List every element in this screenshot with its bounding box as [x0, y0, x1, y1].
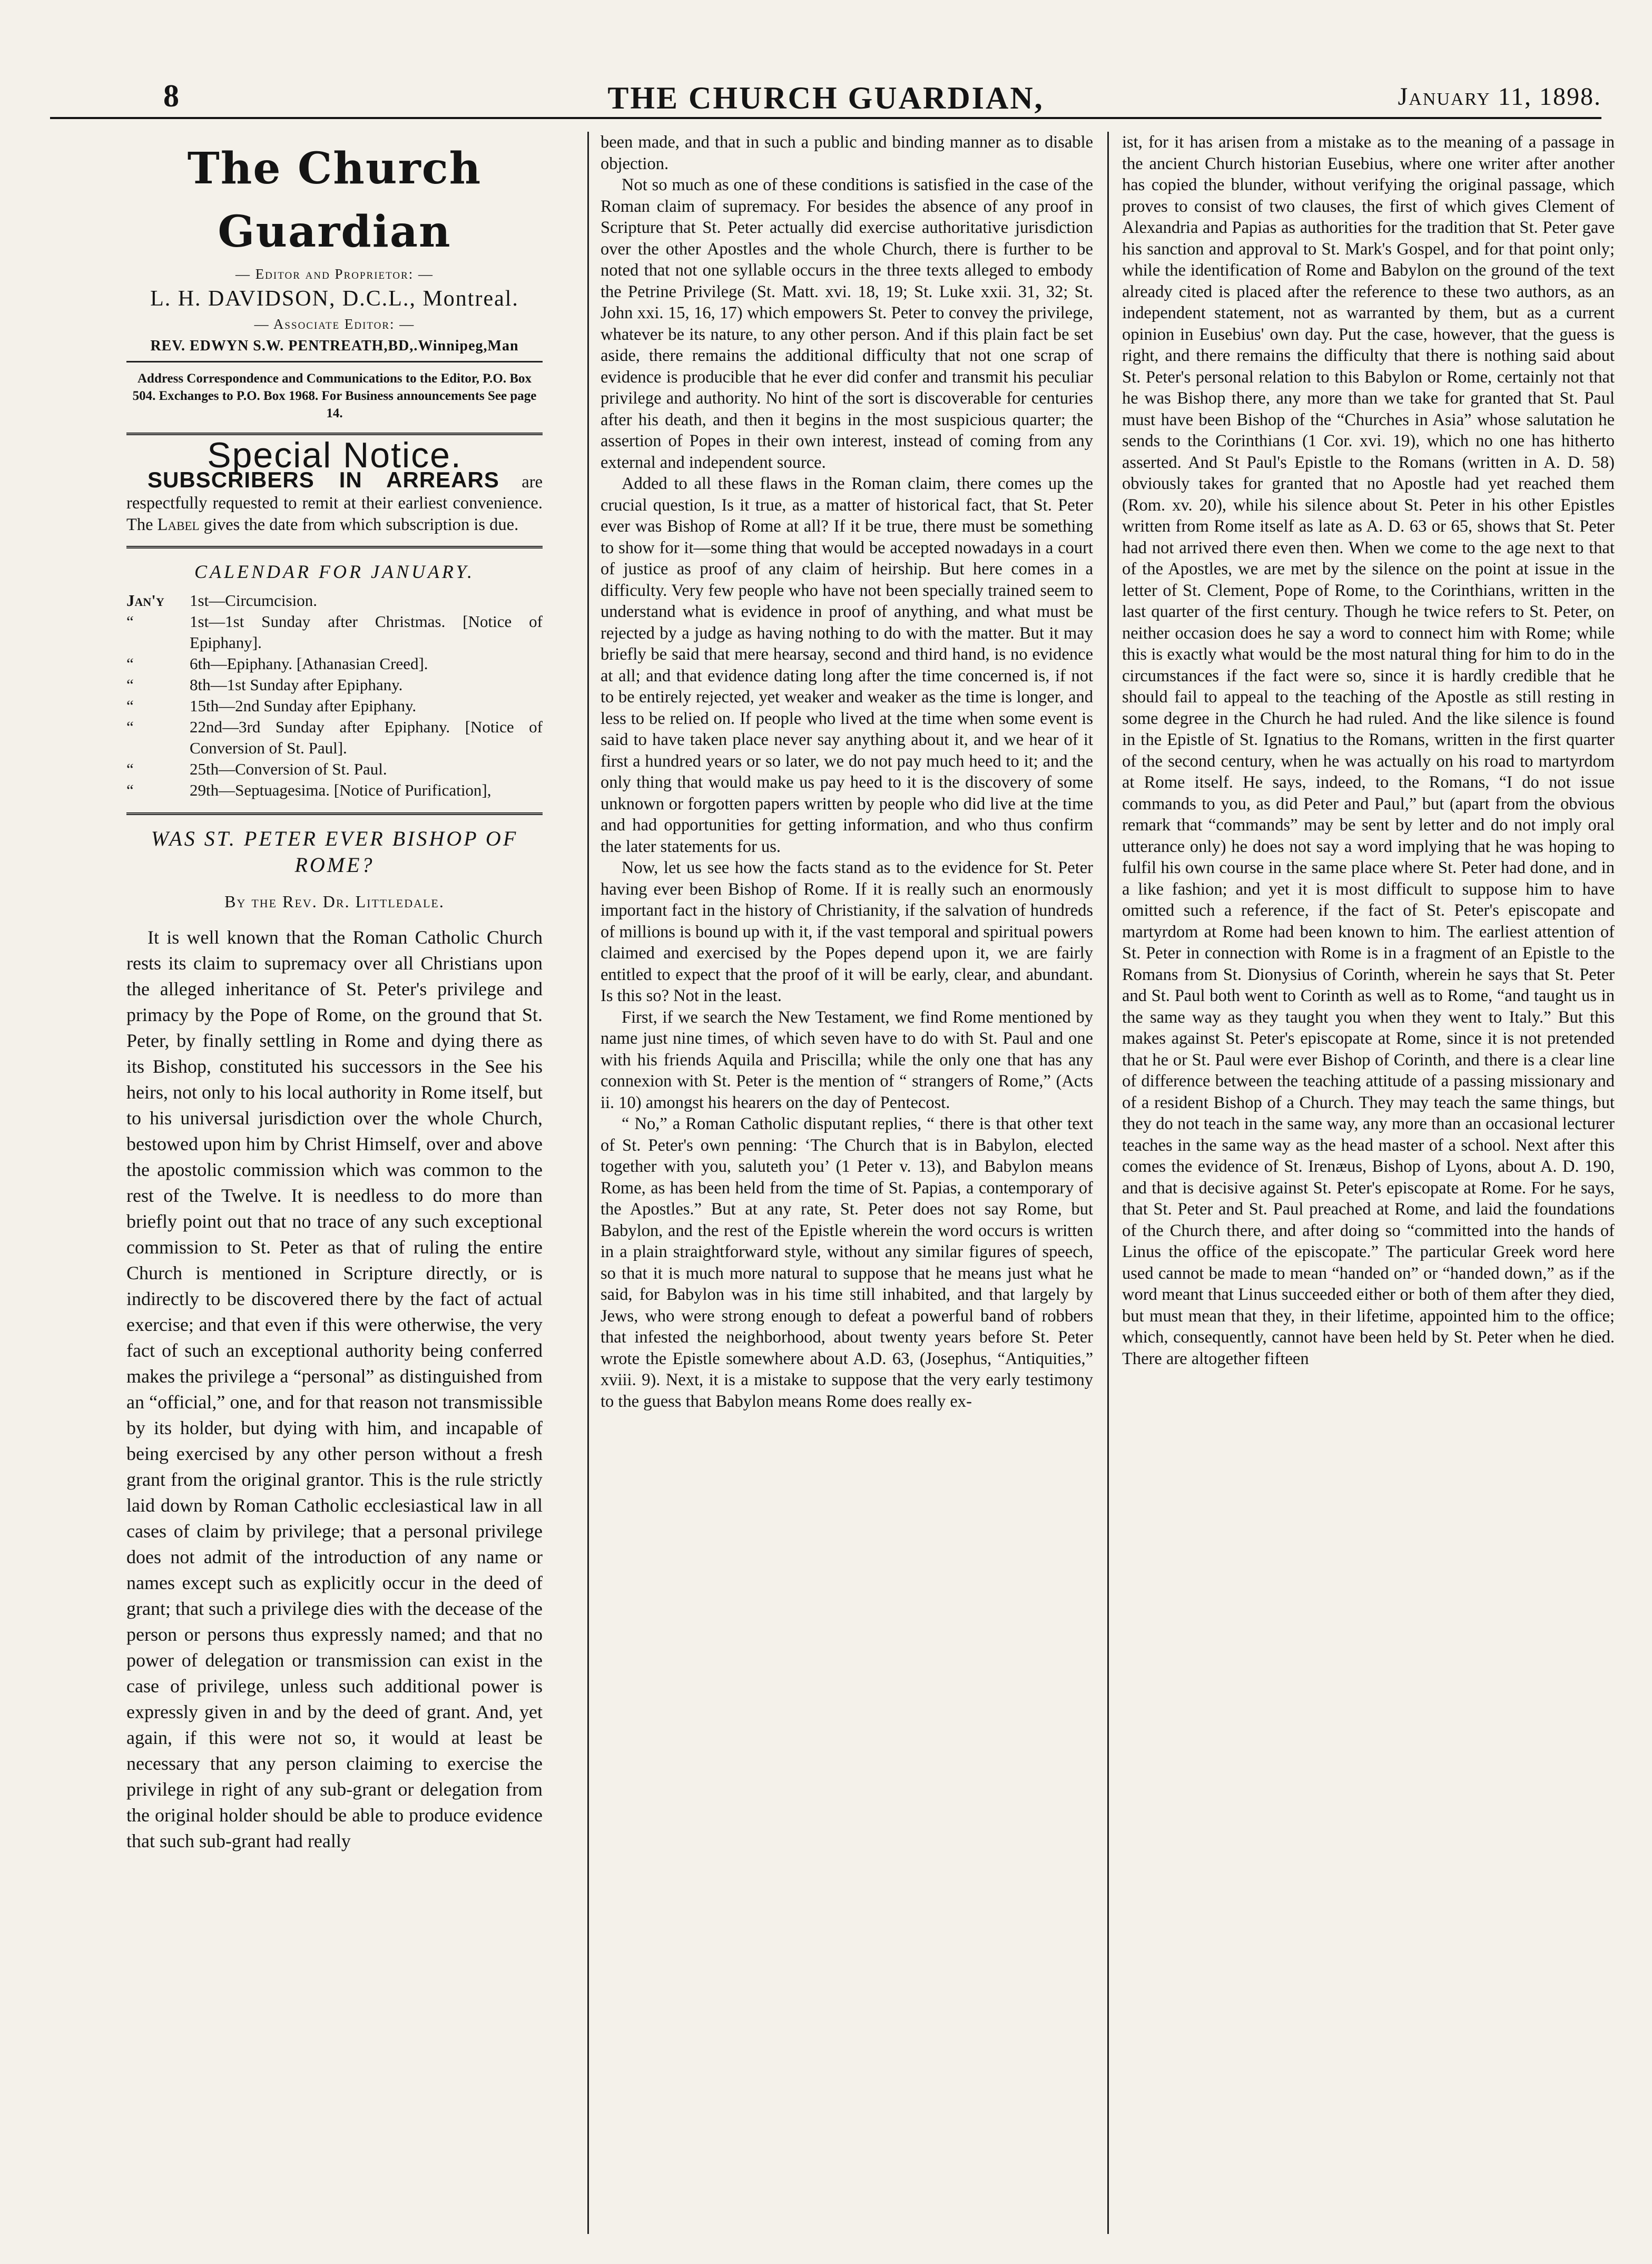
- column-2: [601, 132, 1093, 2234]
- section-divider: [126, 812, 543, 815]
- calendar-entry: “ 22nd—3rd Sunday after Epiphany. [Notice of Conversion of St. Paul].: [126, 717, 543, 757]
- masthead: THE CHURCH GUARDIAN,: [607, 81, 1044, 115]
- associate-caption: — Associate Editor: —: [254, 316, 415, 332]
- special-notice-text: SUBSCRIBERS IN ARREARS are respectfully requested to remit at their earliest convenience. The Label gives the date from which subscription is due.: [126, 469, 543, 549]
- calendar-entry: “ 25th—Conversion of St. Paul.: [126, 759, 387, 778]
- article-paragraph: First, if we search the New Testament, we find Rome mentioned by name just nine times, of which seven have to do with St. Paul and one with his friends Aquila and Priscilla; while the only one that has any connexion with St. Peter is the mention of “ strangers of Rome,” (Acts ii. 10) amongst his hearers on the day of Pentecost.: [601, 1007, 1093, 1112]
- calendar-entry: “ 15th—2nd Sunday after Epiphany.: [126, 696, 417, 715]
- column-3: [1122, 132, 1615, 2234]
- article-paragraph: “ No,” a Roman Catholic disputant replies, “ there is that other text of St. Peter's own penning: ‘The Church that is in Babylon, elected together with you, saluteth you’ (1 Peter v. 13), and Babylon means Rome, as has been held from the time of St. Papias, a contemporary of the Apostles.” But at any rate, St. Peter does not say Rome, but Babylon, and the rest of the Epistle wherein the word occurs is written in a plain straightforward style, without any similar figures of speech, so that it is much more natural to suppose that he means just what he said, for Babylon was in his time still inhabited, and that largely by Jews, who were strong enough to defeat a powerful band of robbers that infested the neighborhood, about twenty years before St. Peter wrote the Epistle somewhere about A.D. 63, (Josephus, “Antiquities,” xviii. 9). Next, it is a mistake to suppose that the very early testimony to the guess that Babylon means Rome does really ex-: [601, 1114, 1093, 1411]
- calendar-entry: Jan'y 1st—Circumcision.: [126, 591, 317, 610]
- issue-date: January 11, 1898.: [1398, 83, 1601, 111]
- associate-editor-name: REV. EDWYN S.W. PENTREATH,BD,.Winnipeg,Man: [126, 335, 543, 362]
- special-notice-title: Special Notice.: [207, 435, 462, 475]
- calendar-table: [126, 590, 543, 801]
- article-paragraph: Added to all these flaws in the Roman claim, there comes up the crucial question, Is it true, as a matter of historical fact, that St. Peter ever was Bishop of Rome at all? If it be true, there must be something to show for it—some thing that would be accepted nowadays in a court of justice as proof of any claim of heirship. But here comes in a difficulty. Very few people who have not been specially trained seem to understand what is evidence in proof of anything, and what must be rejected by a judge as having nothing to do with the matter. But it may briefly be said that mere hearsay, second and third hand, is no evidence at all; and that evidence dating long after the time concerned is, if not to be entirely rejected, yet weaker and weaker as the time is longer, and less to be relied on. If people who lived at the time when some event is said to have taken place never say anything about it, and we hear of it first a hundred years or so later, we do not pay much heed to it; and the only thing that would make us pay heed to it is the discovery of some unknown or forgotten papers written by people who did live at the time and had opportunities for getting information, and who thus confirm the later statements for us.: [601, 474, 1093, 856]
- masthead-logo: The Church Guardian: [187, 143, 482, 257]
- article-paragraph: been made, and that in such a public and binding manner as to disable objection.: [601, 133, 1093, 173]
- page-header: [50, 75, 1601, 119]
- article-paragraph: Not so much as one of these conditions is satisfied in the case of the Roman claim of supremacy. For besides the absence of any proof in Scripture that St. Peter actually did exercise authoritative jurisdiction over the other Apostles and the whole Church, there is further to be noted that not one syllable occurs in the three texts alleged to embody the Petrine Privilege (St. Matt. xvi. 18, 19; St. Luke xxii. 31, 32; St. John xxi. 15, 16, 17) which empowers St. Peter to convey the privilege, whatever be its nature, to any other person. And if this plain fact be set aside, there remains the additional difficulty that not one scrap of evidence is producible that he ever did confer and transmit his peculiar privilege and authority. No hint of the sort is discoverable for centuries after his death, and then it begins in the most suspicious quarter; the assertion of Popes in their own interest, instead of coming from any external and independent source.: [601, 175, 1093, 472]
- column-1: [126, 132, 543, 2234]
- article-byline: By the Rev. Dr. Littledale.: [224, 891, 445, 911]
- address-note: Address Correspondence and Communications to the Editor, P.O. Box 504. Exchanges to P.O. Box 1968. For Business announcements See page 14.: [126, 362, 543, 435]
- column-rule-1: [587, 132, 589, 2234]
- article-title: WAS ST. PETER EVER BISHOP OF ROME?: [151, 826, 518, 877]
- article-paragraph: Now, let us see how the facts stand as to the evidence for St. Peter having ever been Bishop of Rome. If it is really such an enormously important fact in the history of Christianity, if the salvation of hundreds of millions is bound up with it, if the vast temporal and spiritual powers claimed and exercised by the Popes depend upon it, we are fairly entitled to expect that the proof of it will be early, clear, and abundant. Is this so? Not in the least.: [601, 858, 1093, 1005]
- calendar-entry: “ 1st—1st Sunday after Christmas. [Notice of Epiphany].: [126, 612, 543, 652]
- arrears-lead: SUBSCRIBERS IN ARREARS: [148, 467, 499, 492]
- editor-caption: — Editor and Proprietor: —: [235, 266, 434, 282]
- calendar-entry: “ 6th—Epiphany. [Athanasian Creed].: [126, 654, 428, 673]
- calendar-entry: “ 29th—Septuagesima. [Notice of Purification],: [126, 780, 491, 799]
- calendar-entry: “ 8th—1st Sunday after Epiphany.: [126, 675, 403, 694]
- article-paragraph: It is well known that the Roman Catholic Church rests its claim to supremacy over all Christians upon the alleged inheritance of St. Peter's privilege and primacy by the Pope of Rome, on the ground that St. Peter, by finally settling in Rome and dying there as its Bishop, constituted his successors in the See his heirs, not only to his local authority in Rome itself, but to his universal jurisdiction over the whole Church, bestowed upon him by Christ Himself, over and above the apostolic commission which was common to the rest of the Twelve. It is needless to do more than briefly point out that no trace of any such exceptional commission to St. Peter as that of ruling the entire Church is mentioned in Scripture directly, or is indirectly to be discovered there by the fact of actual exercise; and that even if this were otherwise, the very fact of such an exceptional authority being conferred makes the privilege a “personal” as distinguished from an “official,” one, and for that reason not transmissible by its holder, but dying with him, and incapable of being exercised by any other person without a fresh grant from the original grantor. This is the rule strictly laid down by Roman Catholic ecclesiastical law in all cases of claim by privilege; that a personal privilege does not admit of the introduction of any name or names except such as explicitly occur in the deed of grant; that such a privilege dies with the decease of the person or persons thus expressly named; and that no power of delegation or transmission can exist in the case of privilege, unless such additional power is expressly given in and by the deed of grant. And, yet again, if this were not so, it would at least be necessary that any person claiming to exercise the privilege in right of any sub-grant or delegation from the original holder should be able to produce evidence that such sub-grant had really: [126, 927, 543, 1851]
- column-rule-2: [1107, 132, 1109, 2234]
- editor-name: L. H. DAVIDSON, D.C.L., Montreal.: [150, 287, 519, 311]
- calendar-title: CALENDAR FOR JANUARY.: [194, 561, 475, 582]
- page-number: 8: [163, 79, 179, 113]
- article-paragraph: ist, for it has arisen from a mistake as to the meaning of a passage in the ancient Church historian Eusebius, where one writer after another has copied the blunder, without verifying the original passage, which proves to consist of two clauses, the first of which gives Clement of Alexandria and Papias as authorities for the tradition that St. Peter gave his sanction and approval to St. Mark's Gospel, and for that point only; while the identification of Rome and Babylon on the ground of the text already cited is placed after the reference to these two authors, as an independent statement, not as warranted by them, but as a current opinion in Eusebius' own day. Put the case, however, that the guess is right, and there remains the difficulty that there is nothing said about St. Peter's personal relation to this Babylon or Rome, certainly not that he was Bishop there, any more than we take for granted that St. Paul must have been Bishop of the “Churches in Asia” whose salutation he sends to the Corinthians (1 Cor. xvi. 19), which no one has hitherto asserted. And St Paul's Epistle to the Romans (written in A. D. 58) obviously takes for granted that no Apostle had yet reached them (Rom. xv. 20), while his silence about St. Peter in his other Epistles written from Rome itself as late as A. D. 63 or 65, shows that St. Peter had not arrived there even then. When we come to the age next to that of the Apostles, we are met by the silence on the point at issue in the letter of St. Clement, Pope of Rome, to the Corinthians, written in the last quarter of the first century. Though he twice refers to St. Peter, on neither occasion does he say a word to connect him with Rome; while this is exactly what would be the most natural thing for him to do in the circumstances if the fact were so, since it is hardly credible that he should fail to appeal to the teaching of the Apostle as still resting in some degree in the Church he had ruled. And the like silence is found in the Epistle of St. Ignatius to the Romans, written in the first quarter of the second century, when he was actually on his road to martyrdom at Rome itself. He says, indeed, to the Romans, “I do not issue commands to you, as did Peter and Paul,” but (apart from the obvious remark that “commands” may be sent by letter and do not imply oral utterance only) he does not say a word implying that he was hoping to fulfil his own course in the same place where St. Peter had done, and in a like fashion; and yet it is most difficult to suppose him to have omitted such a reference, if the fact of St. Peter's episcopate and martyrdom at Rome had been known to him. The earliest attention of St. Peter in connection with Rome is in a fragment of an Epistle to the Romans from St. Dionysius of Corinth, wherein he says that St. Peter and St. Paul both went to Corinth as well as to Rome, “and taught us in the same way as they taught you when they went to Italy.” But this makes against St. Peter's episcopate at Rome, since it is not pretended that he or St. Paul were ever Bishop of Corinth, and there is a clear line of difference between the teaching attitude of a passing missionary and of a resident Bishop of a Church. They may teach the same things, but they do not teach in the same way, any more than an occasional lecturer teaches in the same way as the head master of a school. Next after this comes the evidence of St. Irenæus, Bishop of Lyons, about A. D. 190, and that is decisive against St. Peter's episcopate at Rome. For he says, that St. Peter and St. Paul preached at Rome, and laid the foundations of the Church there, and after doing so “committed into the hands of Linus the office of the episcopate.” The particular Greek word here used cannot be made to mean “handed on” or “handed down,” as if the word meant that Linus succeeded either or both of them after they died, but must mean that they, in their lifetime, appointed him to the office; which, consequently, cannot have been held by St. Peter when he died. There are altogether fifteen: [1122, 133, 1615, 1368]
- article-body-col1: [126, 925, 543, 1854]
